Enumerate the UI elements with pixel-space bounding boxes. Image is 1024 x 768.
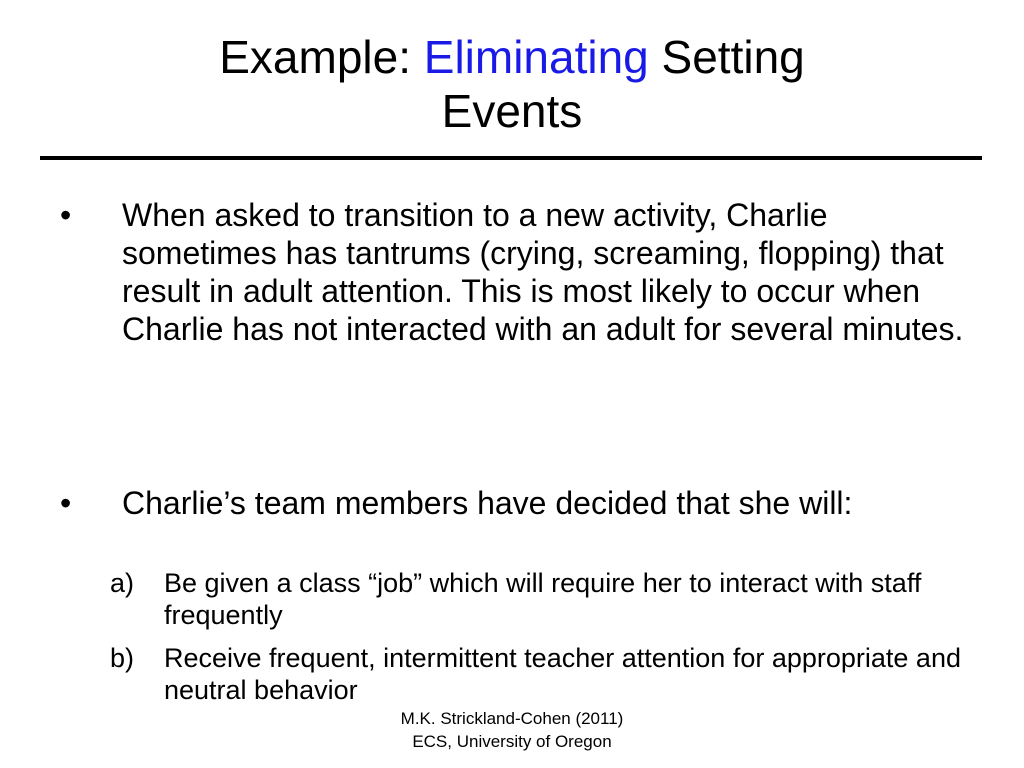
title-prefix: Example: — [219, 31, 424, 83]
sub-item-marker: a) — [110, 568, 135, 598]
slide-footer — [312, 707, 712, 753]
bullet-marker: • — [60, 197, 72, 233]
footer-author: M.K. Strickland-Cohen (2011) — [400, 709, 624, 728]
bullet-marker: • — [60, 485, 72, 521]
bullet-text: When asked to transition to a new activity, Charlie sometimes has tantrums (crying, screaming, flopping) that result in adult attention. This is most likely to occur when Charlie has not interacted with an adult for several minutes. — [122, 197, 964, 347]
title-rest: Setting — [648, 31, 805, 83]
sub-item-text: Receive frequent, intermittent teacher attention for appropriate and neutral behavior — [164, 643, 961, 705]
bullet-text: Charlie’s team members have decided that she will: — [122, 485, 853, 521]
sub-item-text: Be given a class “job” which will require her to interact with staff frequently — [164, 568, 922, 630]
title-divider — [40, 156, 982, 160]
slide-title — [40, 30, 984, 138]
title-highlight-word: Eliminating — [423, 31, 649, 83]
sub-item-marker: b) — [110, 643, 135, 673]
title-line-2: Events — [441, 85, 583, 137]
footer-affiliation: ECS, University of Oregon — [412, 732, 612, 751]
